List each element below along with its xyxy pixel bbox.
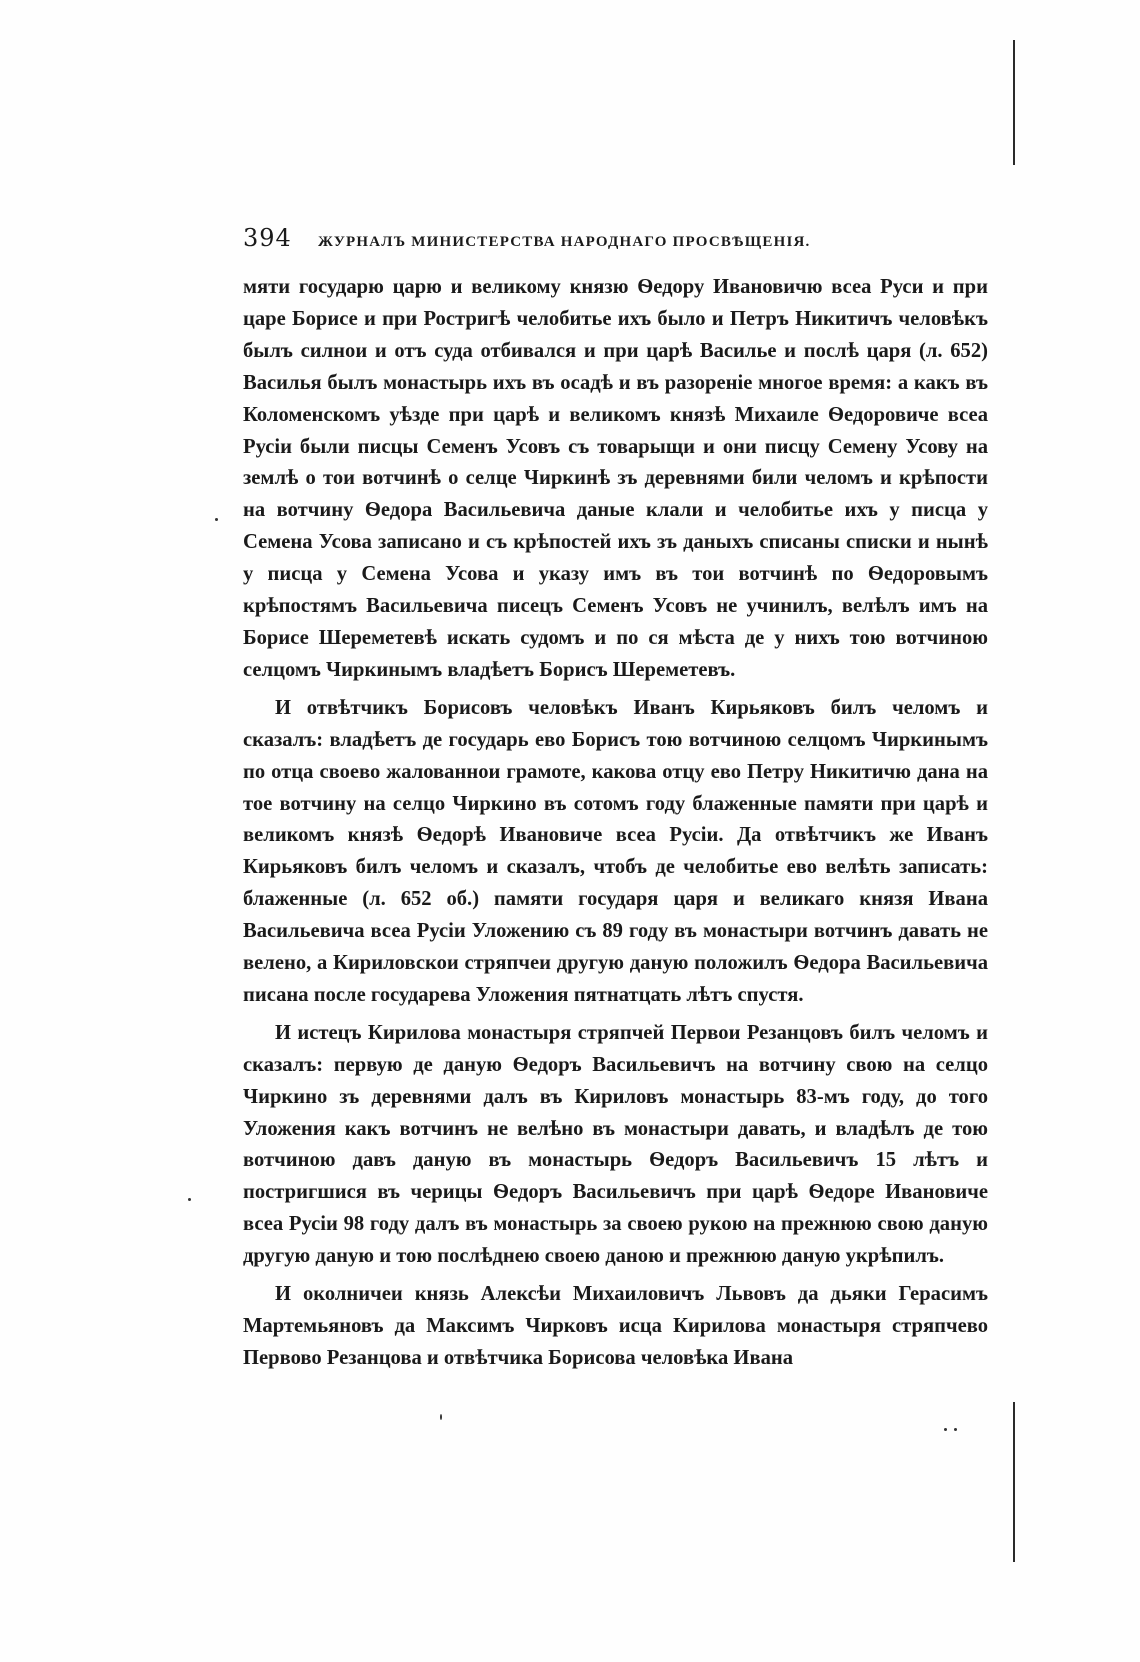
paragraph-1: мяти государю царю и великому князю Ѳедору Ивановичю всеа Руси и при царе Борисе и при Ростригѣ челобитье ихъ было и Петръ Никитичъ человѣкъ былъ силнои и отъ суда отбивался и при царѣ Василье и послѣ царя (л. 652) Василья былъ монастырь ихъ въ осадѣ и въ разореніе многое время: а какъ въ Коломенскомъ уѣзде при царѣ и великомъ князѣ Михаиле Ѳедоровиче всеа Русіи были писцы Семенъ Усовъ съ товарыщи и они писцу Семену Усову на землѣ о тои вотчинѣ о селце Чиркинѣ зъ деревнями били челомъ и крѣпости на вотчину Ѳедора Васильевича даные клали и челобитье ихъ у писца у Семена Усова записано и съ крѣпостей ихъ зъ даныхъ списаны списки и нынѣ у писца у Семена Усова и указу имъ въ тои вотчинѣ по Ѳедоровымъ крѣпостямъ Васильевича писецъ Семенъ Усовъ не учинилъ, велѣлъ имъ на Борисе Шереметевѣ искать судомъ и по ся мѣста де у нихъ тою вотчиною селцомъ Чиркинымъ владѣетъ Борисъ Шереметевъ. bbox=[243, 276, 988, 681]
scan-speck bbox=[440, 1414, 442, 1420]
page-header bbox=[243, 224, 1003, 258]
top-right-scan-edge bbox=[1013, 40, 1015, 165]
bottom-right-scan-edge bbox=[1013, 1402, 1015, 1562]
scan-speck bbox=[215, 518, 218, 521]
paragraph-3: И истецъ Кирилова монастыря стряпчей Первои Резанцовъ билъ челомъ и сказалъ: первую де даную Ѳедоръ Васильевичъ на вотчину свою на селцо Чиркино зъ деревнями далъ въ Кириловъ монастырь 83-мъ году, до того Уложения какъ вотчинъ не велѣно въ монастыри давать, и владѣлъ де тою вотчиною давъ даную въ монастырь Ѳедоръ Васильевичъ 15 лѣтъ и постригшися въ черицы Ѳедоръ Васильевичъ при царѣ Ѳедоре Ивановиче всеа Русіи 98 году далъ въ монастырь за своею рукою на прежнюю свою даную другую даную и тою послѣднею своею даною и прежнюю даную укрѣпилъ. bbox=[243, 1021, 988, 1268]
running-head: ЖУРНАЛЪ МИНИСТЕРСТВА НАРОДНАГО ПРОСВѢЩЕНІЯ. bbox=[318, 234, 811, 250]
paragraph-2: И отвѣтчикъ Борисовъ человѣкъ Иванъ Кирьяковъ билъ челомъ и сказалъ: владѣетъ де государь ево Борисъ тою вотчиною селцомъ Чиркинымъ по отца своево жалованнои грамоте, какова отцу ево Петру Никитичю дана на тое вотчину на селцо Чиркино въ сотомъ году блаженные памяти при царѣ и великомъ князѣ Ѳедорѣ Ивановиче всеа Русіи. Да отвѣтчикъ же Иванъ Кирьяковъ билъ челомъ и сказалъ, чтобъ де челобитье ево велѣть записать: блаженные (л. 652 об.) памяти государя царя и великаго князя Ивана Васильевича всеа Русіи Уложению съ 89 году въ монастыри вотчинъ давать не велено, а Кириловскои стряпчеи другую даную положилъ Ѳедора Васильевича писана после государева Уложения пятнатцать лѣтъ спустя. bbox=[243, 696, 988, 1006]
scan-speck bbox=[188, 1198, 191, 1201]
scan-speck bbox=[954, 1428, 957, 1431]
paragraph-4: И околничеи князь Алексѣи Михаиловичъ Львовъ да дьяки Герасимъ Мартемьяновъ да Максимъ Чирковъ исца Кирилова монастыря стряпчево Первово Резанцова и отвѣтчика Борисова человѣка Ивана bbox=[243, 1283, 988, 1369]
page-number: 394 bbox=[243, 224, 292, 252]
body-text bbox=[243, 272, 988, 1375]
scan-speck bbox=[944, 1428, 947, 1431]
